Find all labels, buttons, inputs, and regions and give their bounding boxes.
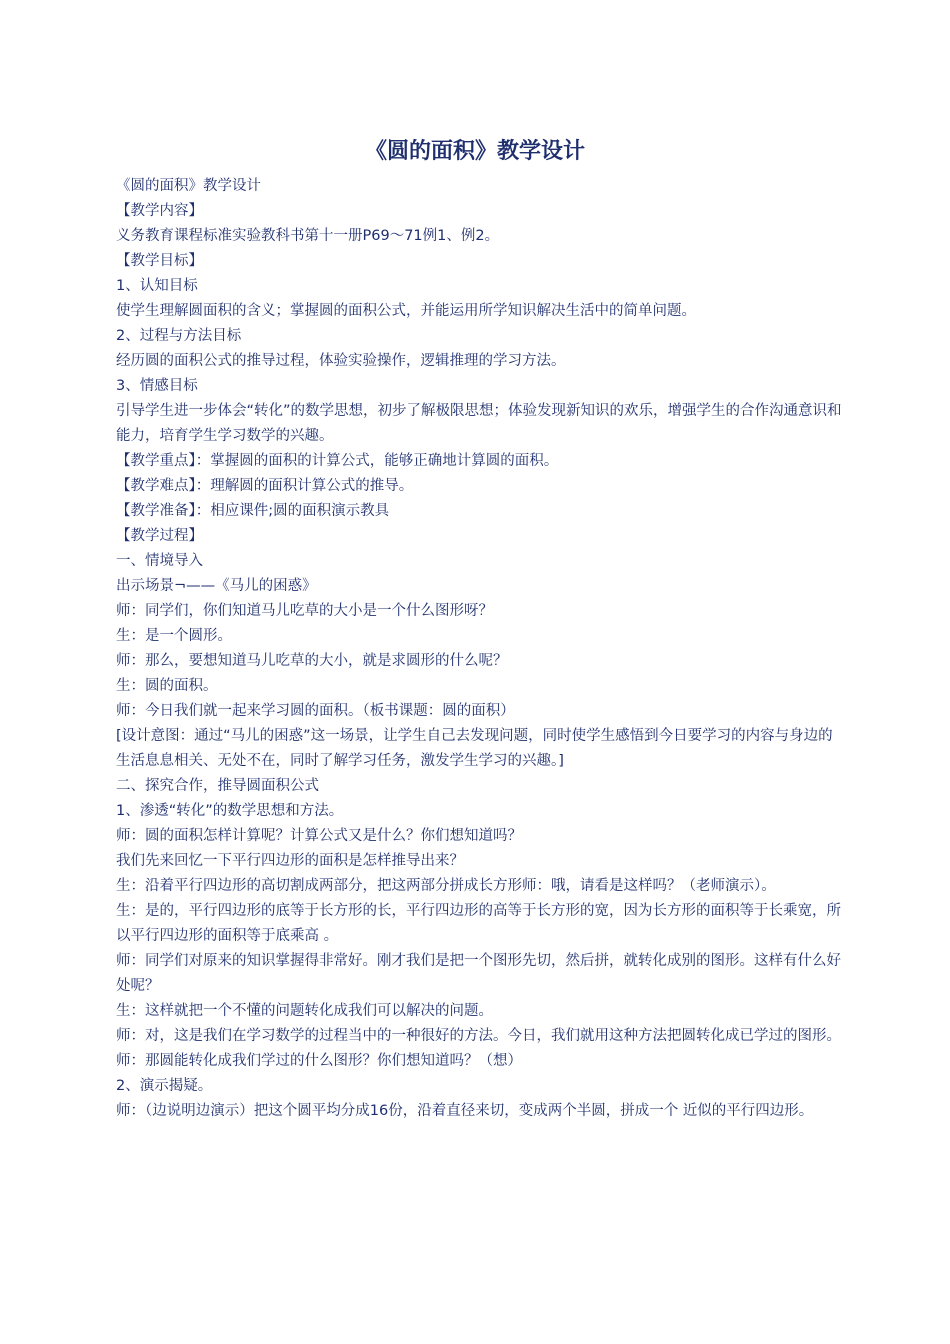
section-heading: 【教学目标】 — [116, 253, 203, 269]
dialogue-line: 生：是的，平行四边形的底等于长方形的长，平行四边形的高等于长方形的宽，因为长方形的面积等于长乘宽，所以平行四边形的面积等于底乘高 。 — [116, 903, 841, 944]
dialogue-line: 生：圆的面积。 — [116, 678, 218, 694]
dialogue-line: 师：同学们，你们知道马儿吃草的大小是一个什么图形呀？ — [116, 603, 493, 619]
design-intent-note: [设计意图：通过“马儿的困惑”这一场景，让学生自己去发现问题，同时使学生感悟到今日要学习的内容与身边的生活息息相关、无处不在，同时了解学习任务，激发学生学习的兴趣。] — [116, 728, 833, 769]
paragraph: 【教学准备】：相应课件;圆的面积演示教具 — [116, 503, 390, 519]
dialogue-line: 师：圆的面积怎样计算呢？计算公式又是什么？你们想知道吗？ — [116, 828, 522, 844]
dialogue-line: 生：是一个圆形。 — [116, 628, 232, 644]
paragraph: 义务教育课程标准实验教科书第十一册P69～71例1、例2。 — [116, 228, 500, 244]
dialogue-line: 师：今日我们就一起来学习圆的面积。（板书课题：圆的面积） — [116, 703, 515, 719]
paragraph: 出示场景¬——《马儿的困惑》 — [116, 578, 317, 594]
paragraph: 我们先来回忆一下平行四边形的面积是怎样推导出来？ — [116, 853, 464, 869]
subheading: 3、情感目标 — [116, 378, 198, 394]
subheading: 一、情境导入 — [116, 553, 203, 569]
paragraph: 【教学难点】：理解圆的面积计算公式的推导。 — [116, 478, 414, 494]
paragraph: 引导学生进一步体会“转化”的数学思想，初步了解极限思想；体验发现新知识的欢乐，增强学生的合作沟通意识和能力，培育学生学习数学的兴趣。 — [116, 403, 842, 444]
subheading: 2、演示揭疑。 — [116, 1078, 213, 1094]
dialogue-line: 生：沿着平行四边形的高切割成两部分，把这两部分拼成长方形师：哦，请看是这样吗？（老师演示）。 — [116, 878, 776, 894]
dialogue-line: 师：那圆能转化成我们学过的什么图形？你们想知道吗？（想） — [116, 1053, 522, 1069]
paragraph: 使学生理解圆面积的含义；掌握圆的面积公式，并能运用所学知识解决生活中的简单问题。 — [116, 303, 696, 319]
subheading: 1、认知目标 — [116, 278, 198, 294]
subheading: 1、渗透“转化”的数学思想和方法。 — [116, 803, 344, 819]
paragraph: 《圆的面积》教学设计 — [116, 178, 261, 194]
document-body — [116, 174, 846, 1124]
subheading: 2、过程与方法目标 — [116, 328, 242, 344]
section-heading: 【教学内容】 — [116, 203, 203, 219]
subheading: 二、探究合作，推导圆面积公式 — [116, 778, 319, 794]
paragraph: 【教学重点】：掌握圆的面积的计算公式，能够正确地计算圆的面积。 — [116, 453, 559, 469]
dialogue-line: 生：这样就把一个不懂的问题转化成我们可以解决的问题。 — [116, 1003, 493, 1019]
paragraph: 经历圆的面积公式的推导过程，体验实验操作，逻辑推理的学习方法。 — [116, 353, 566, 369]
section-heading: 【教学过程】 — [116, 528, 203, 544]
document-title: 《圆的面积》教学设计 — [364, 138, 585, 164]
dialogue-line: 师：同学们对原来的知识掌握得非常好。刚才我们是把一个图形先切，然后拼，就转化成别的图形。这样有什么好处呢？ — [116, 953, 841, 994]
dialogue-line: 师：那么，要想知道马儿吃草的大小，就是求圆形的什么呢？ — [116, 653, 508, 669]
dialogue-line: 师：对，这是我们在学习数学的过程当中的一种很好的方法。今日，我们就用这种方法把圆转化成已学过的图形。 — [116, 1028, 841, 1044]
dialogue-line: 师：（边说明边演示）把这个圆平均分成16份，沿着直径来切，变成两个半圆，拼成一个 近似的平行四边形。 — [116, 1103, 814, 1119]
